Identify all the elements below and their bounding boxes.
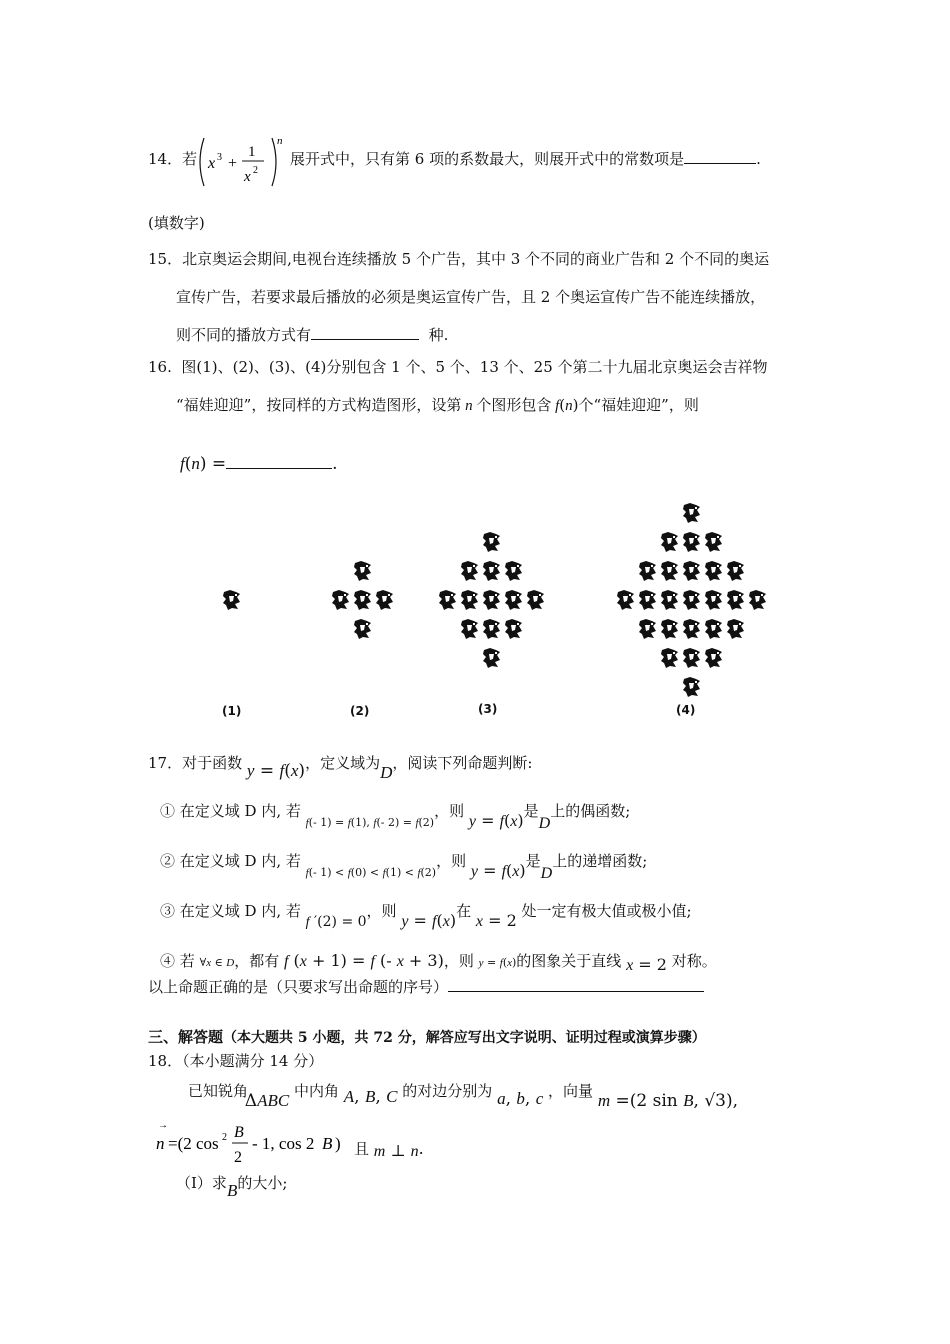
q18-score: （本小题满分 14 分）: [182, 1052, 324, 1070]
q14-number: 14．: [148, 150, 183, 168]
q15-line2: 宣传广告，若要求最后播放的必须是奥运宣传广告，且 2 个奥运宣传广告不能连续播放，: [176, 288, 766, 306]
q15-number: 15．: [148, 250, 183, 268]
q17-conclusion-text: 以上命题正确的是（只要求写出命题的序号）: [148, 978, 449, 996]
svg-text:=(2 cos: =(2 cos: [168, 1134, 219, 1153]
q18-l2a: 且: [354, 1140, 370, 1158]
q15-text3b: 种.: [428, 326, 449, 344]
q18-sub1b: 的大小;: [237, 1174, 288, 1192]
q17-conclusion: [148, 976, 704, 997]
svg-text:1: 1: [248, 144, 256, 160]
mascot-icon: [483, 561, 500, 581]
q14-binomial-expression: [196, 132, 288, 192]
mascot-icon: [705, 648, 722, 668]
mascot-icon: [376, 590, 393, 610]
q17-prop4: ④ 若 ∀x ∈ D，都有 f (x + 1) = f (- x + 3)，则 y = f(x)的图象关于直线 x = 2 对称。: [160, 951, 717, 974]
svg-text:2: 2: [253, 165, 258, 176]
q15-text1: 北京奥运会期间,电视台连续播放 5 个广告，其中 3 个不同的商业广告和 2 个不同的奥运: [182, 250, 770, 268]
mascot-icon: [683, 503, 700, 523]
q16-line1: [148, 356, 768, 377]
svg-text:→: →: [158, 1120, 168, 1131]
q18-line2: 且 m ⊥ n.: [354, 1139, 424, 1160]
q16-line2: “福娃迎迎”，按同样的方式构造图形，设第 n 个图形包含 f(n)个“福娃迎迎”，则: [176, 396, 699, 414]
q15-line1: [148, 248, 769, 269]
q14-text: 展开式中，只有第 6 项的系数最大，则展开式中的常数项是: [290, 150, 685, 168]
mascot-icon: [354, 590, 371, 610]
q17-p4b: ，都有: [234, 952, 280, 970]
svg-text:3: 3: [217, 152, 222, 163]
q16-number: 16.: [148, 358, 172, 376]
q17-number: 17．: [148, 754, 183, 772]
mascot-icon: [483, 619, 500, 639]
q15-line3: [176, 324, 448, 345]
q18-l1c: 的对边分别为: [402, 1082, 493, 1100]
q17-p2a: ② 在定义域 D 内, 若: [160, 852, 301, 870]
q17-p2b: ，则: [436, 852, 467, 870]
q18-header: [148, 1050, 323, 1071]
q17-prop3: ③ 在定义域 D 内, 若 f ′(2) = 0，则 y = f(x)在 x = 2 处一定有极大值或极小值;: [160, 902, 692, 930]
binomial-svg: [196, 132, 288, 192]
section3-desc: （本大题共 5 小题，共 72 分，解答应写出文字说明、证明过程或演算步骤）: [223, 1030, 706, 1046]
mascot-icon: [527, 590, 544, 610]
q14-answer-blank[interactable]: [684, 163, 756, 164]
mascot-icon: [483, 648, 500, 668]
mascot-icon: [461, 561, 478, 581]
mascot-icon: [661, 561, 678, 581]
q17-line-intro: 17．对于函数 y = f(x)，定义域为D，阅读下列命题判断:: [148, 754, 533, 782]
q17-p2d: 上的递增函数;: [552, 852, 648, 870]
mascot-icon: [727, 619, 744, 639]
svg-text:): ): [335, 1134, 341, 1153]
q17-intro-b: ，定义域为: [305, 754, 381, 772]
q17-p3c: 在: [456, 902, 472, 920]
q15-text3a: 则不同的播放方式有: [176, 326, 312, 344]
q16-text2c: 个“福娃迎迎”，则: [578, 396, 699, 414]
q17-p3b: ，则: [366, 902, 397, 920]
mascot-icon: [705, 561, 722, 581]
fig-label-4: (4): [676, 703, 696, 717]
q14-ruo: 若: [182, 150, 198, 168]
mascot-icon: [683, 590, 700, 610]
q18-sub1: （Ⅰ）求B的大小;: [176, 1174, 288, 1200]
q16-text1: 图(1)、(2)、(3)、(4)分别包含 1 个、5 个、13 个、25 个第二十九届北京奥运会吉祥物: [181, 358, 768, 376]
q17-p4c: ，则: [443, 952, 474, 970]
svg-text:2: 2: [234, 1149, 242, 1166]
fig-label-2: (2): [350, 704, 370, 718]
mascot-icon: [705, 619, 722, 639]
mascot-icon: [439, 590, 456, 610]
q17-intro-c: ，阅读下列命题判断:: [392, 754, 533, 772]
fig-label-1: (1): [222, 704, 242, 718]
mascot-icon: [683, 561, 700, 581]
q16-answer-blank[interactable]: [226, 468, 332, 469]
mascot-icon: [661, 590, 678, 610]
mascot-icon: [505, 619, 522, 639]
mascot-icon: [505, 561, 522, 581]
mascot-icon: [483, 590, 500, 610]
q17-p3d: 处一定有极大值或极小值;: [521, 902, 692, 920]
q17-p4a: ④ 若: [160, 952, 195, 970]
q17-p2c: 是: [525, 852, 541, 870]
q18-l1a: 已知锐角: [188, 1082, 249, 1100]
mascot-icon: [727, 590, 744, 610]
section3-title: 三、解答题: [148, 1028, 224, 1046]
mascot-icon: [661, 532, 678, 552]
mascot-icon: [683, 677, 700, 697]
mascot-icon: [332, 590, 349, 610]
svg-text:n: n: [277, 135, 283, 147]
mascot-icon: [683, 648, 700, 668]
mascot-icon: [639, 590, 656, 610]
mascot-icon: [639, 561, 656, 581]
q14-end: .: [756, 150, 761, 168]
q18-l1b: 中内角: [293, 1082, 339, 1100]
svg-text:x: x: [208, 155, 216, 172]
mascot-icon: [483, 532, 500, 552]
q14-text-line: [290, 148, 761, 169]
q18-line1: 已知锐角 ΔABC 中内角 A, B, C 的对边分别为 a, b, c ，向量 m =(2 sin B, √3),: [188, 1082, 739, 1111]
q16-text2a: “福娃迎迎”，按同样的方式构造图形，设第: [176, 396, 462, 414]
mascot-icon: [461, 590, 478, 610]
q17-p1b: ，则: [434, 802, 465, 820]
q18-sub1a: （Ⅰ）求: [176, 1174, 227, 1192]
mascot-icon: [705, 532, 722, 552]
mascot-icon: [639, 619, 656, 639]
mascot-icon: [354, 619, 371, 639]
svg-text:B: B: [322, 1134, 333, 1153]
q14-note: (填数字): [148, 214, 205, 232]
svg-text:2: 2: [222, 1132, 227, 1143]
q17-p4d: 的图象关于直线: [516, 952, 622, 970]
svg-text:B: B: [234, 1124, 244, 1141]
q17-prop1: ① 在定义域 D 内, 若 $_{f(- 1) =}$ $_{f(1),}$ $_{f(- 2) =}$ $_{f(2)}$，则 y = f(x)是D上的偶函数;: [160, 802, 631, 832]
q17-p1d: 上的偶函数;: [550, 802, 631, 820]
mascot-icon: [683, 532, 700, 552]
svg-text:x: x: [244, 169, 251, 185]
section3-header: [148, 1026, 706, 1047]
mascot-icon: [505, 590, 522, 610]
q17-intro-a: 对于函数: [182, 754, 243, 772]
mascot-icon: [749, 590, 766, 610]
q15-answer-blank[interactable]: [311, 339, 419, 340]
mascot-icon: [461, 619, 478, 639]
q17-p1c: 是: [523, 802, 539, 820]
mascot-icon: [354, 561, 371, 581]
q17-p4e: 对称。: [671, 952, 717, 970]
q18-number: 18．: [148, 1052, 183, 1070]
q18-l1d: ，向量: [548, 1082, 594, 1100]
svg-text:- 1, cos 2: - 1, cos 2: [252, 1134, 315, 1153]
q16-answer-line: f(n) = .: [180, 454, 338, 474]
mascot-icon: [683, 619, 700, 639]
mascot-icon: [223, 590, 240, 610]
q17-prop2: ② 在定义域 D 内, 若 $_{f(- 1) <}$ $_{f(0) <}$ $_{f(1) <}$ $_{f(2)}$，则 y = f(x)是D上的递增函数;: [160, 852, 648, 882]
q17-p1a: ① 在定义域 D 内, 若: [160, 802, 301, 820]
fig-label-3: (3): [478, 702, 498, 716]
mascot-icon: [661, 619, 678, 639]
mascot-icon: [617, 590, 634, 610]
svg-text:+: +: [228, 155, 238, 172]
mascot-icon: [705, 590, 722, 610]
svg-text:n: n: [156, 1134, 165, 1153]
q14-line: [148, 148, 197, 169]
mascot-icon: [661, 648, 678, 668]
q16-text2b: 个图形包含: [476, 396, 552, 414]
mascot-icon: [727, 561, 744, 581]
q17-answer-blank[interactable]: [448, 991, 704, 992]
q17-p3a: ③ 在定义域 D 内, 若: [160, 902, 301, 920]
